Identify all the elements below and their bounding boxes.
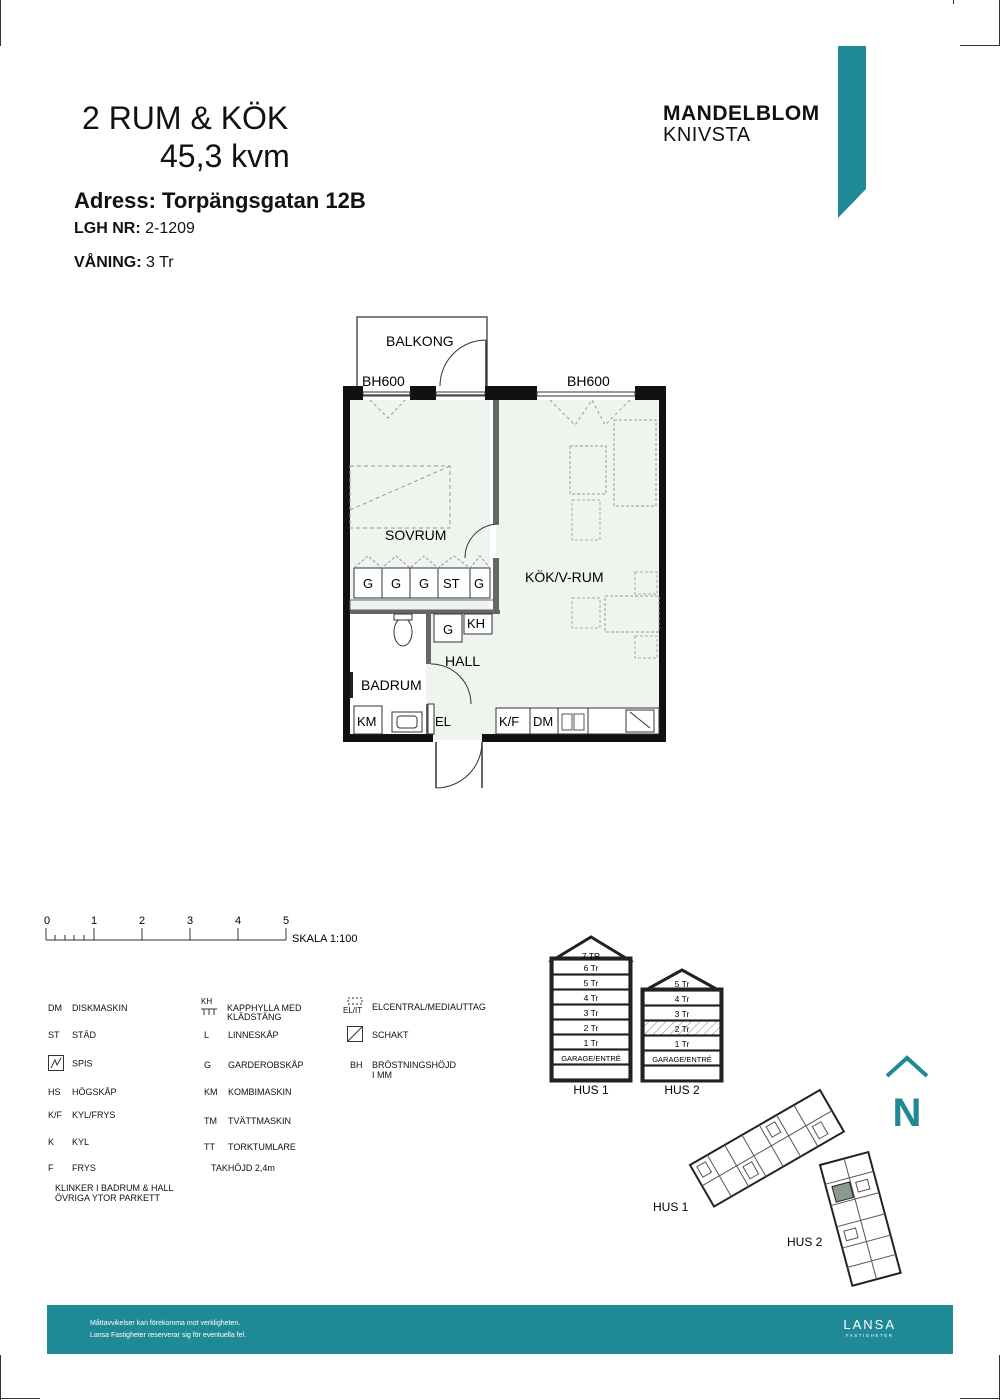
legend-text: BRÖSTNINGSHÖJD [372, 1060, 457, 1070]
address: Adress: Torpängsgatan 12B [74, 188, 366, 213]
hus1-floor: GARAGE/ENTRÉ [561, 1054, 621, 1063]
apartment-number [74, 220, 195, 238]
legend-text: I MM [372, 1070, 392, 1080]
floor-info [74, 254, 174, 272]
scale-tick: 5 [283, 915, 290, 927]
crop-mark-tl [0, 0, 1, 46]
legend-text: KAPPHYLLA MED [227, 1003, 302, 1013]
coat-rack-label: KH [467, 616, 486, 631]
brand-accent-bar [838, 46, 866, 218]
legend-item: G GARDEROBSKÅP [204, 1060, 304, 1070]
legend-note: KLINKER I BADRUM & HALL [55, 1183, 174, 1193]
footer-disclaimer-2: Lansa Fastigheter reserverar sig för eventuella fel. [90, 1332, 247, 1339]
hus2-floor: 5 Tr [674, 979, 690, 989]
scale-tick: 4 [235, 915, 242, 927]
scale-tick: 1 [91, 915, 98, 927]
hus1-footprint [690, 1090, 844, 1207]
apartment-area: 45,3 kvm [160, 138, 290, 174]
kitchen-label: KÖK/V-RUM [525, 569, 604, 585]
hus2-floor: GARAGE/ENTRÉ [652, 1055, 712, 1064]
electrical-cabinet-label: EL [435, 714, 451, 729]
apartment-type-title: 2 RUM & KÖK [82, 100, 289, 136]
hus1-floor: 2 Tr [583, 1023, 599, 1033]
wardrobe-label: ST [443, 576, 460, 591]
legend-item: TM TVÄTTMASKIN [204, 1116, 292, 1126]
legend-text: KLÄDSTÄNG [227, 1012, 282, 1022]
electrical-cabinet-icon [347, 997, 363, 1005]
scale-bar [40, 910, 380, 950]
combi-machine-label: KM [357, 714, 377, 729]
legend-text: SCHAKT [372, 1030, 409, 1040]
coat-rack-icon [200, 1007, 218, 1017]
legend-text: ELCENTRAL/MEDIAUTTAG [372, 1002, 486, 1012]
legend-item: L LINNESKÅP [204, 1030, 279, 1040]
scale-label: SKALA 1:100 [292, 933, 358, 945]
legend-item: HS HÖGSKÅP [48, 1087, 117, 1097]
brand-name: MANDELBLOM [663, 102, 820, 125]
legend-code-elit: EL/IT [343, 1006, 363, 1015]
site-hus2-label: HUS 2 [787, 1235, 823, 1249]
lansa-logo-text: LANSA [843, 1317, 896, 1332]
hus1-label: HUS 1 [573, 1083, 609, 1097]
floor-value: 3 Tr [146, 254, 174, 271]
legend-item: TT TORKTUMLARE [204, 1142, 296, 1152]
apartment-number-label: LGH NR: [74, 220, 141, 237]
balcony-label: BALKONG [386, 333, 454, 349]
hus2-floor: 4 Tr [674, 994, 690, 1004]
scale-tick: 3 [187, 915, 194, 927]
shaft-icon [347, 1026, 365, 1042]
bathroom-label: BADRUM [361, 677, 422, 693]
hus2-floor: 2 Tr [674, 1024, 690, 1034]
legend-item: F FRYS [48, 1163, 96, 1173]
hall-label: HALL [445, 653, 481, 669]
wardrobe-label: G [391, 576, 402, 591]
brand-place: KNIVSTA [663, 124, 751, 146]
dishwasher-label: DM [533, 714, 554, 729]
site-hus1-label: HUS 1 [653, 1200, 689, 1214]
apartment-number-value: 2-1209 [145, 220, 195, 237]
legend-item: SPIS [48, 1055, 93, 1073]
bh-right-label: BH600 [567, 373, 610, 389]
hus2-floor-highlight: 3 Tr [674, 1009, 690, 1019]
wardrobe-label: G [474, 576, 485, 591]
legend-item: DM DISKMASKIN [48, 1003, 128, 1013]
floor-plan [300, 300, 700, 800]
legend-item: K/F KYL/FRYS [48, 1110, 116, 1120]
north-arrow-icon [887, 1058, 927, 1076]
crop-mark-br [960, 1398, 1000, 1399]
hus1-floor: 1 Tr [583, 1038, 599, 1048]
floor-label: VÅNING: [74, 254, 142, 271]
ceiling-height-note: TAKHÖJD 2,4m [211, 1163, 275, 1173]
footer-banner [47, 1305, 953, 1354]
legend-code-kh: KH [201, 997, 213, 1006]
bh-left-label: BH600 [362, 373, 405, 389]
crop-mark-tl2 [0, 45, 1, 46]
bedroom-label: SOVRUM [385, 527, 447, 543]
site-plan [640, 1050, 940, 1290]
crop-mark-tr [953, 0, 954, 4]
legend-note: ÖVRIGA YTOR PARKETT [55, 1193, 161, 1203]
crop-mark-l [0, 1355, 1, 1400]
hus2-label: HUS 2 [664, 1083, 700, 1097]
hus2-floor: 1 Tr [674, 1039, 690, 1049]
lansa-logo-sub: FASTIGHETER [845, 1333, 894, 1338]
legend-item: KM KOMBIMASKIN [204, 1087, 292, 1097]
scale-tick: 0 [44, 915, 51, 927]
crop-mark-bl [0, 1398, 40, 1399]
wardrobe-label: G [419, 576, 430, 591]
stove-icon [48, 1055, 64, 1071]
crop-mark-tr2 [960, 45, 1000, 46]
scale-tick: 2 [139, 915, 146, 927]
hus1-floor: 7 TR [581, 951, 601, 961]
hus2-footprint [820, 1152, 901, 1286]
legend-code: BH [350, 1060, 363, 1070]
wardrobe-label: G [363, 576, 374, 591]
hus1-floor: 4 Tr [583, 993, 599, 1003]
footer-disclaimer-1: Måttavvikelser kan förekomma mot verkligheten. [90, 1320, 241, 1327]
hall-wardrobe-label: G [443, 622, 454, 637]
legend-item: ST STÄD [48, 1030, 97, 1040]
hus1-floor: 6 Tr [583, 963, 599, 973]
fridge-freezer-label: K/F [499, 714, 520, 729]
hus1-floor: 3 Tr [583, 1008, 599, 1018]
lansa-logo [843, 1317, 896, 1338]
legend-item: K KYL [48, 1137, 90, 1147]
north-label: N [892, 1091, 922, 1135]
hus1-floor: 5 Tr [583, 978, 599, 988]
